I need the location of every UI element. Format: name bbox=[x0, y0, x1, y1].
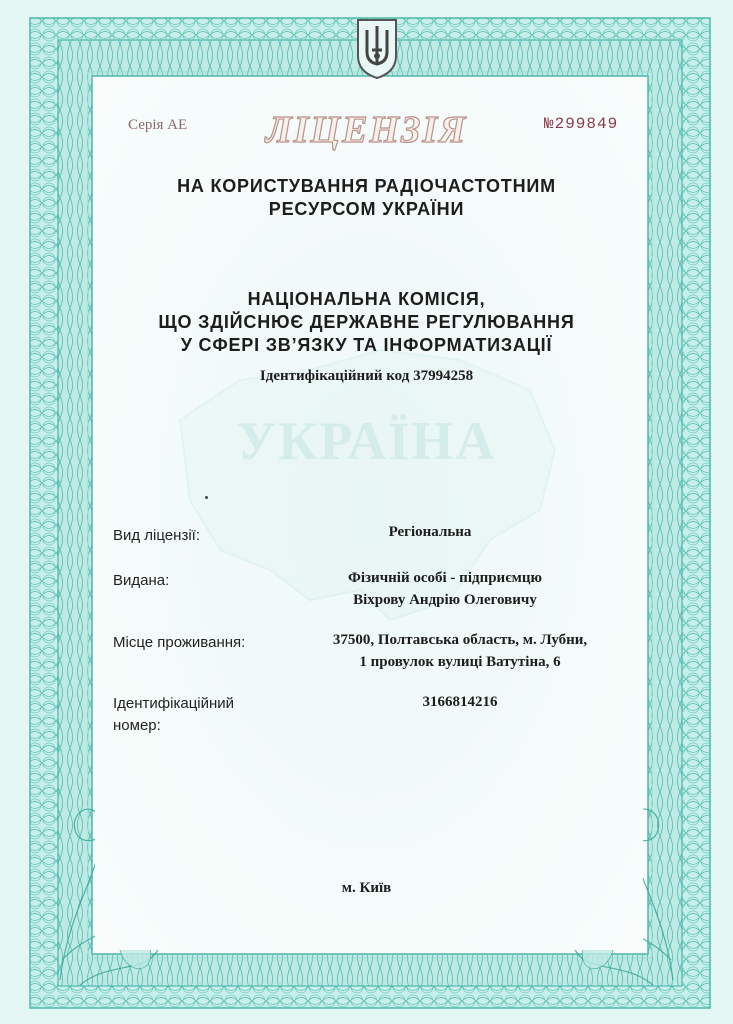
trident-emblem-icon bbox=[354, 16, 400, 80]
issued-to-value-1: Фізичній особі - підприємцю bbox=[347, 570, 543, 586]
residence-label: Місце проживання: bbox=[113, 634, 246, 651]
licence-type-value: Регіональна bbox=[388, 524, 472, 540]
series-label: Серія АЕ bbox=[128, 117, 188, 133]
id-number-label-1: Ідентифікаційний bbox=[113, 695, 235, 712]
ink-dot bbox=[205, 496, 208, 499]
issuer-line-3: У СФЕРІ ЗВ’ЯЗКУ ТА ІНФОРМАТИЗАЦІЇ bbox=[180, 335, 553, 355]
subtitle-line-1: НА КОРИСТУВАННЯ РАДІОЧАСТОТНИМ bbox=[177, 176, 556, 196]
watermark-text: УКРАЇНА bbox=[236, 411, 497, 471]
document-title: ЛІЦЕНЗІЯ bbox=[265, 109, 468, 151]
issuer-line-2: ЩО ЗДІЙСНЮЄ ДЕРЖАВНЕ РЕГУЛЮВАННЯ bbox=[158, 312, 575, 332]
issued-to-label: Видана: bbox=[113, 572, 170, 589]
licence-type-label: Вид ліцензії: bbox=[113, 527, 200, 544]
id-number-label-2: номер: bbox=[113, 717, 161, 734]
issued-to-value-2: Віхрову Андрію Олеговичу bbox=[353, 592, 537, 608]
issue-city: м. Київ bbox=[341, 880, 392, 896]
residence-value-2: 1 провулок вулиці Ватутіна, 6 bbox=[359, 654, 561, 670]
id-number-value: 3166814216 bbox=[422, 694, 498, 710]
licence-number: №299849 bbox=[544, 115, 619, 133]
issuer-line-1: НАЦІОНАЛЬНА КОМІСІЯ, bbox=[247, 289, 486, 309]
residence-value-1: 37500, Полтавська область, м. Лубни, bbox=[332, 632, 588, 648]
issuer-id-code: Ідентифікаційний код 37994258 bbox=[259, 368, 474, 384]
subtitle-line-2: РЕСУРСОМ УКРАЇНИ bbox=[268, 199, 465, 219]
